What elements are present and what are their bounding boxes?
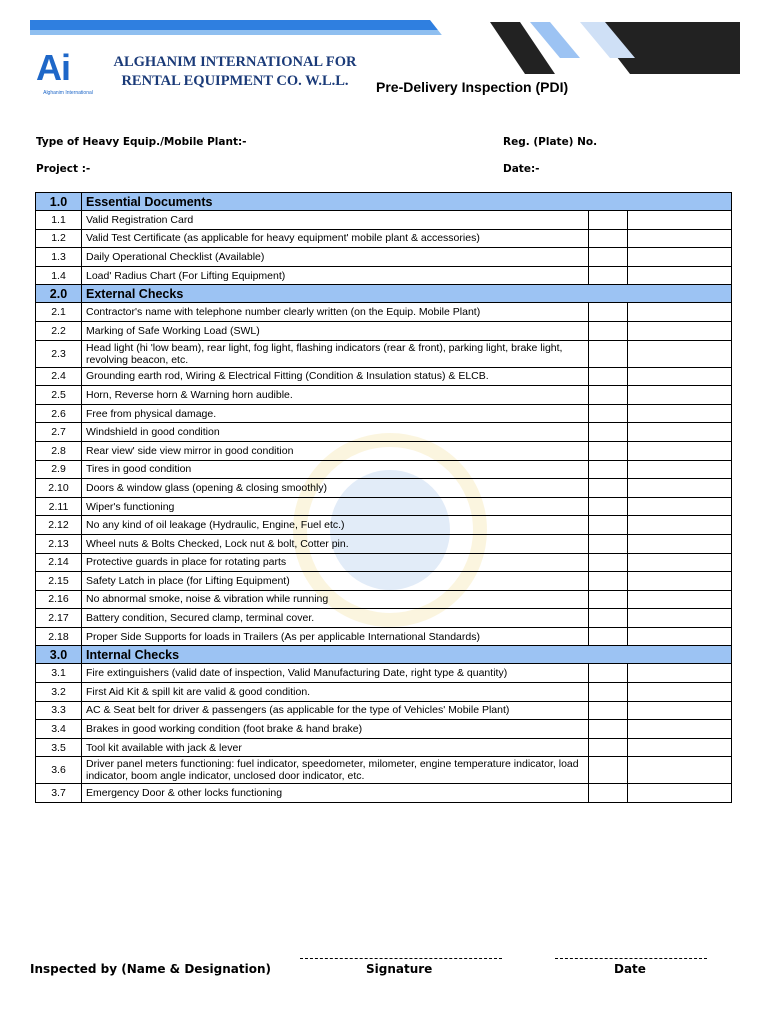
- item-description: Driver panel meters functioning: fuel indicator, speedometer, milometer, engine temperature indicator, load indicator, boom angle indicator, unclosed door indicator, etc.: [82, 757, 589, 784]
- item-number: 2.6: [36, 404, 82, 423]
- item-description: Daily Operational Checklist (Available): [82, 248, 589, 267]
- remarks-cell[interactable]: [628, 211, 732, 230]
- reg-plate-label: Reg. (Plate) No.: [503, 136, 598, 148]
- item-number: 2.17: [36, 609, 82, 628]
- item-description: Wiper's functioning: [82, 497, 589, 516]
- header-stripe: [30, 20, 450, 30]
- item-description: Protective guards in place for rotating parts: [82, 553, 589, 572]
- item-number: 1.3: [36, 248, 82, 267]
- company-line-1: ALGHANIM INTERNATIONAL FOR: [113, 54, 357, 70]
- checklist-row: [36, 248, 732, 267]
- remarks-cell[interactable]: [628, 266, 732, 285]
- date-footer-label: Date: [614, 962, 646, 976]
- check-cell[interactable]: [589, 423, 628, 442]
- checklist-row: [36, 609, 732, 628]
- checklist-row: [36, 229, 732, 248]
- remarks-cell[interactable]: [628, 757, 732, 784]
- checklist-row: [36, 757, 732, 784]
- item-description: Head light (hi 'low beam), rear light, fog light, flashing indicators (rear & front), parking light, brake light, revolving beacon, etc.: [82, 340, 589, 367]
- item-description: First Aid Kit & spill kit are valid & good condition.: [82, 683, 589, 702]
- item-description: Grounding earth rod, Wiring & Electrical Fitting (Condition & Insulation status) & ELCB.: [82, 367, 589, 386]
- remarks-cell[interactable]: [628, 367, 732, 386]
- checklist-row: [36, 664, 732, 683]
- item-number: 2.3: [36, 340, 82, 367]
- section-header-row: [36, 646, 732, 664]
- check-cell[interactable]: [589, 441, 628, 460]
- company-line-2: RENTAL EQUIPMENT CO. W.L.L.: [121, 73, 349, 89]
- item-number: 3.7: [36, 784, 82, 803]
- remarks-cell[interactable]: [628, 572, 732, 591]
- section-title: Essential Documents: [82, 193, 732, 211]
- check-cell[interactable]: [589, 572, 628, 591]
- company-logo: [36, 47, 100, 106]
- item-number: 3.3: [36, 701, 82, 720]
- checklist-row: [36, 460, 732, 479]
- section-title: External Checks: [82, 285, 732, 303]
- item-description: Tires in good condition: [82, 460, 589, 479]
- section-header-row: [36, 193, 732, 211]
- check-cell[interactable]: [589, 404, 628, 423]
- item-number: 2.14: [36, 553, 82, 572]
- remarks-cell[interactable]: [628, 340, 732, 367]
- section-title: Internal Checks: [82, 646, 732, 664]
- check-cell[interactable]: [589, 683, 628, 702]
- remarks-cell[interactable]: [628, 701, 732, 720]
- signature-label: Signature: [366, 962, 433, 976]
- check-cell[interactable]: [589, 590, 628, 609]
- check-cell[interactable]: [589, 460, 628, 479]
- check-cell[interactable]: [589, 738, 628, 757]
- check-cell[interactable]: [589, 534, 628, 553]
- logo-subtext: Alghanim International: [43, 90, 93, 96]
- checklist-row: [36, 516, 732, 535]
- remarks-cell[interactable]: [628, 404, 732, 423]
- check-cell[interactable]: [589, 248, 628, 267]
- checklist-row: [36, 720, 732, 739]
- section-number: 3.0: [36, 646, 82, 664]
- remarks-cell[interactable]: [628, 248, 732, 267]
- remarks-cell[interactable]: [628, 590, 732, 609]
- date-label: Date:-: [503, 163, 540, 175]
- checklist-row: [36, 738, 732, 757]
- item-number: 2.15: [36, 572, 82, 591]
- remarks-cell[interactable]: [628, 303, 732, 322]
- checklist-row: [36, 321, 732, 340]
- checklist-row: [36, 784, 732, 803]
- remarks-cell[interactable]: [628, 784, 732, 803]
- checklist-row: [36, 441, 732, 460]
- remarks-cell[interactable]: [628, 664, 732, 683]
- check-cell[interactable]: [589, 553, 628, 572]
- remarks-cell[interactable]: [628, 479, 732, 498]
- remarks-cell[interactable]: [628, 229, 732, 248]
- item-description: Valid Registration Card: [82, 211, 589, 230]
- item-number: 2.4: [36, 367, 82, 386]
- item-description: Marking of Safe Working Load (SWL): [82, 321, 589, 340]
- inspection-table: [35, 192, 732, 803]
- project-label: Project :-: [36, 163, 91, 175]
- item-description: No any kind of oil leakage (Hydraulic, Engine, Fuel etc.): [82, 516, 589, 535]
- item-number: 2.9: [36, 460, 82, 479]
- item-number: 2.10: [36, 479, 82, 498]
- remarks-cell[interactable]: [628, 386, 732, 405]
- item-number: 1.4: [36, 266, 82, 285]
- item-description: Tool kit available with jack & lever: [82, 738, 589, 757]
- remarks-cell[interactable]: [628, 534, 732, 553]
- check-cell[interactable]: [589, 229, 628, 248]
- item-description: Valid Test Certificate (as applicable for heavy equipment' mobile plant & accessories): [82, 229, 589, 248]
- remarks-cell[interactable]: [628, 627, 732, 646]
- item-number: 3.6: [36, 757, 82, 784]
- item-description: Horn, Reverse horn & Warning horn audible.: [82, 386, 589, 405]
- section-number: 1.0: [36, 193, 82, 211]
- document-title: Pre-Delivery Inspection (PDI): [376, 79, 569, 95]
- remarks-cell[interactable]: [628, 683, 732, 702]
- check-cell[interactable]: [589, 701, 628, 720]
- check-cell[interactable]: [589, 386, 628, 405]
- check-cell[interactable]: [589, 367, 628, 386]
- checklist-row: [36, 367, 732, 386]
- remarks-cell[interactable]: [628, 516, 732, 535]
- item-number: 3.1: [36, 664, 82, 683]
- section-header-row: [36, 285, 732, 303]
- checklist-row: [36, 683, 732, 702]
- remarks-cell[interactable]: [628, 720, 732, 739]
- check-cell[interactable]: [589, 627, 628, 646]
- check-cell[interactable]: [589, 321, 628, 340]
- date-line: [555, 958, 707, 959]
- check-cell[interactable]: [589, 266, 628, 285]
- remarks-cell[interactable]: [628, 441, 732, 460]
- signature-line: [300, 958, 502, 959]
- item-number: 1.1: [36, 211, 82, 230]
- checklist-row: [36, 497, 732, 516]
- item-description: Doors & window glass (opening & closing smoothly): [82, 479, 589, 498]
- item-description: Free from physical damage.: [82, 404, 589, 423]
- header-decoration: [430, 18, 740, 78]
- item-description: No abnormal smoke, noise & vibration while running: [82, 590, 589, 609]
- remarks-cell[interactable]: [628, 553, 732, 572]
- check-cell[interactable]: [589, 720, 628, 739]
- checklist-row: [36, 211, 732, 230]
- checklist-row: [36, 701, 732, 720]
- item-description: Fire extinguishers (valid date of inspection, Valid Manufacturing Date, right type & quantity): [82, 664, 589, 683]
- item-description: Brakes in good working condition (foot brake & hand brake): [82, 720, 589, 739]
- company-name: [105, 53, 365, 91]
- item-description: Contractor's name with telephone number clearly written (on the Equip. Mobile Plant): [82, 303, 589, 322]
- remarks-cell[interactable]: [628, 460, 732, 479]
- check-cell[interactable]: [589, 784, 628, 803]
- checklist-row: [36, 534, 732, 553]
- item-description: Windshield in good condition: [82, 423, 589, 442]
- item-description: AC & Seat belt for driver & passengers (as applicable for the type of Vehicles' Mobile Plant): [82, 701, 589, 720]
- item-number: 2.11: [36, 497, 82, 516]
- checklist-row: [36, 404, 732, 423]
- check-cell[interactable]: [589, 211, 628, 230]
- check-cell[interactable]: [589, 664, 628, 683]
- item-number: 3.4: [36, 720, 82, 739]
- item-number: 2.7: [36, 423, 82, 442]
- item-description: Safety Latch in place (for Lifting Equipment): [82, 572, 589, 591]
- remarks-cell[interactable]: [628, 609, 732, 628]
- section-number: 2.0: [36, 285, 82, 303]
- header-stripe-light: [30, 30, 475, 35]
- check-cell[interactable]: [589, 303, 628, 322]
- item-number: 3.2: [36, 683, 82, 702]
- item-number: 2.5: [36, 386, 82, 405]
- checklist-row: [36, 340, 732, 367]
- remarks-cell[interactable]: [628, 738, 732, 757]
- checklist-row: [36, 572, 732, 591]
- item-description: Emergency Door & other locks functioning: [82, 784, 589, 803]
- check-cell[interactable]: [589, 340, 628, 367]
- checklist-row: [36, 266, 732, 285]
- item-number: 2.16: [36, 590, 82, 609]
- checklist-row: [36, 590, 732, 609]
- remarks-cell[interactable]: [628, 497, 732, 516]
- check-cell[interactable]: [589, 479, 628, 498]
- item-description: Load' Radius Chart (For Lifting Equipment): [82, 266, 589, 285]
- item-number: 1.2: [36, 229, 82, 248]
- check-cell[interactable]: [589, 609, 628, 628]
- checklist-row: [36, 627, 732, 646]
- item-number: 2.18: [36, 627, 82, 646]
- checklist-row: [36, 553, 732, 572]
- item-number: 2.12: [36, 516, 82, 535]
- item-description: Wheel nuts & Bolts Checked, Lock nut & bolt, Cotter pin.: [82, 534, 589, 553]
- checklist-row: [36, 386, 732, 405]
- equip-type-label: Type of Heavy Equip./Mobile Plant:-: [36, 136, 247, 148]
- remarks-cell[interactable]: [628, 321, 732, 340]
- item-number: 2.8: [36, 441, 82, 460]
- item-number: 2.2: [36, 321, 82, 340]
- item-number: 2.1: [36, 303, 82, 322]
- item-description: Proper Side Supports for loads in Trailers (As per applicable International Standards): [82, 627, 589, 646]
- logo-mark: Ai: [36, 47, 70, 88]
- item-number: 2.13: [36, 534, 82, 553]
- remarks-cell[interactable]: [628, 423, 732, 442]
- check-cell[interactable]: [589, 757, 628, 784]
- item-description: Battery condition, Secured clamp, terminal cover.: [82, 609, 589, 628]
- checklist-row: [36, 479, 732, 498]
- checklist-row: [36, 303, 732, 322]
- check-cell[interactable]: [589, 516, 628, 535]
- check-cell[interactable]: [589, 497, 628, 516]
- inspected-by-label: Inspected by (Name & Designation): [30, 962, 272, 976]
- checklist-row: [36, 423, 732, 442]
- item-description: Rear view' side view mirror in good condition: [82, 441, 589, 460]
- item-number: 3.5: [36, 738, 82, 757]
